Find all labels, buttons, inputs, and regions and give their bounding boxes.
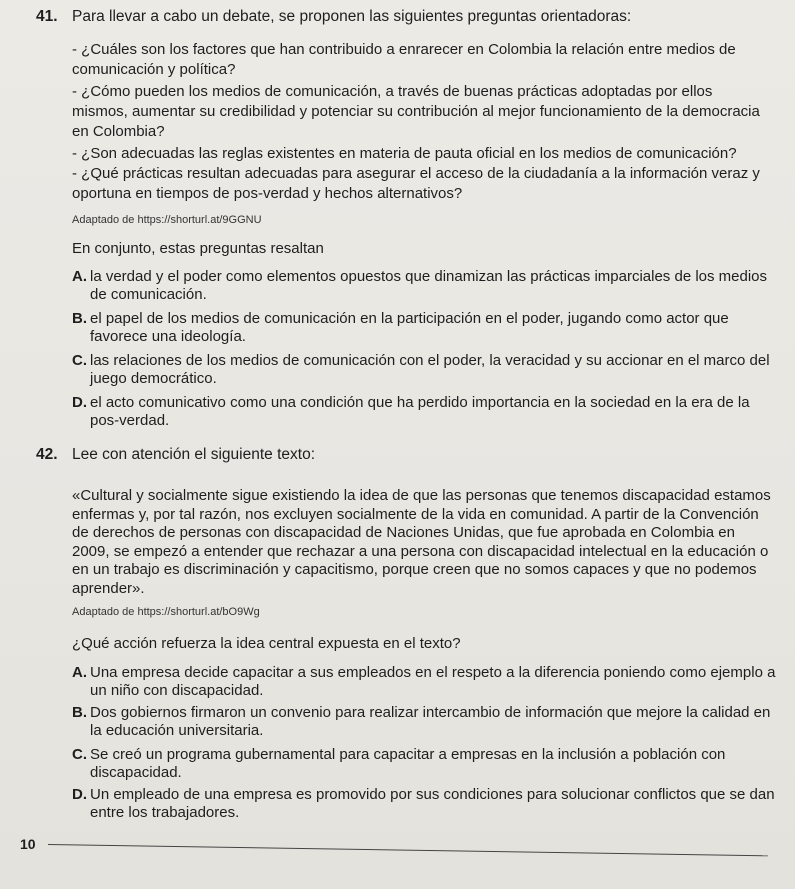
- option-text: Dos gobiernos firmaron un convenio para realizar intercambio de información que mejore la calidad en la educación universitaria.: [90, 704, 771, 739]
- question-42-heading: [36, 446, 315, 464]
- question-prompt: ¿Qué acción refuerza la idea central expuesta en el texto?: [72, 635, 461, 652]
- question-prompt: En conjunto, estas preguntas resaltan: [72, 240, 324, 257]
- option-text: la verdad y el poder como elementos opuestos que dinamizan las prácticas imparciales de los medios de comunicación.: [90, 268, 768, 303]
- source-citation: Adaptado de https://shorturl.at/bO9Wg: [72, 606, 260, 618]
- question-lead: Para llevar a cabo un debate, se proponen las siguientes preguntas orientadoras:: [72, 8, 632, 25]
- bullet-3: - ¿Son adecuadas las reglas existentes en materia de pauta oficial en los medios de comunicación?: [72, 145, 737, 162]
- question-lead: Lee con atención el siguiente texto:: [72, 446, 316, 463]
- footer-divider: [48, 844, 768, 856]
- option-text: Un empleado de una empresa es promovido por sus condiciones para solucionar conflictos que se dan entre los trabajadores.: [90, 786, 775, 821]
- page-number: 10: [20, 836, 36, 852]
- bullet-1: - ¿Cuáles son los factores que han contribuido a enrarecer en Colombia la relación entre medios de comunicación y política?: [72, 41, 736, 78]
- quoted-text: «Cultural y socialmente sigue existiendo la idea de que las personas que tenemos discapacidad estamos enfermas y, por tal razón, nos excluyen socialmente de la vida en comunidad. A partir de la Convención de derechos de personas con discapacidad de Naciones Unidas, que fue aprobada en Colombia en 2009, se empezó a entender que rechazar a una persona con discapacidad intelectual en la educación o en un trabajo es discriminación y capacitismo, porque creen que no somos capaces y que no podemos aprender».: [72, 487, 771, 597]
- option-c[interactable]: [72, 352, 777, 388]
- option-text: Una empresa decide capacitar a sus empleados en el respeto a la diferencia poniendo como ejemplo a un niño con discapacidad.: [90, 664, 776, 699]
- option-d[interactable]: [72, 394, 777, 430]
- option-text: las relaciones de los medios de comunicación con el poder, la veracidad y su accionar en el marco del juego democrático.: [90, 352, 770, 387]
- question-number: 42.: [36, 446, 58, 463]
- option-letter: D.: [72, 786, 87, 803]
- option-text: el acto comunicativo como una condición que ha perdido importancia en la sociedad en la era de la pos-verdad.: [90, 394, 750, 429]
- option-letter: A.: [72, 664, 87, 681]
- option-b[interactable]: [72, 704, 777, 740]
- option-letter: A.: [72, 268, 87, 285]
- option-letter: C.: [72, 352, 87, 369]
- bullet-2: - ¿Cómo pueden los medios de comunicación, a través de buenas prácticas adoptadas por ellos mismos, aumentar su credibilidad y potenciar su contribución al mejor funcionamiento de la democracia en Colombia?: [72, 83, 760, 140]
- bullet-4: - ¿Qué prácticas resultan adecuadas para asegurar el acceso de la ciudadanía a la información veraz y oportuna en tiempos de pos-verdad y hechos alternativos?: [72, 165, 760, 202]
- source-citation: Adaptado de https://shorturl.at/9GGNU: [72, 214, 262, 226]
- option-letter: C.: [72, 746, 87, 763]
- option-a[interactable]: [72, 664, 777, 700]
- option-letter: D.: [72, 394, 87, 411]
- option-letter: B.: [72, 310, 87, 327]
- option-text: Se creó un programa gubernamental para capacitar a empresas en la inclusión a población con discapacidad.: [90, 746, 726, 781]
- question-number: 41.: [36, 8, 58, 25]
- question-41-heading: [36, 8, 631, 26]
- option-a[interactable]: [72, 268, 777, 304]
- option-b[interactable]: [72, 310, 777, 346]
- option-c[interactable]: [72, 746, 777, 782]
- option-letter: B.: [72, 704, 87, 721]
- option-text: el papel de los medios de comunicación en la participación en el poder, jugando como actor que favorece una ideología.: [90, 310, 729, 345]
- option-d[interactable]: [72, 786, 777, 822]
